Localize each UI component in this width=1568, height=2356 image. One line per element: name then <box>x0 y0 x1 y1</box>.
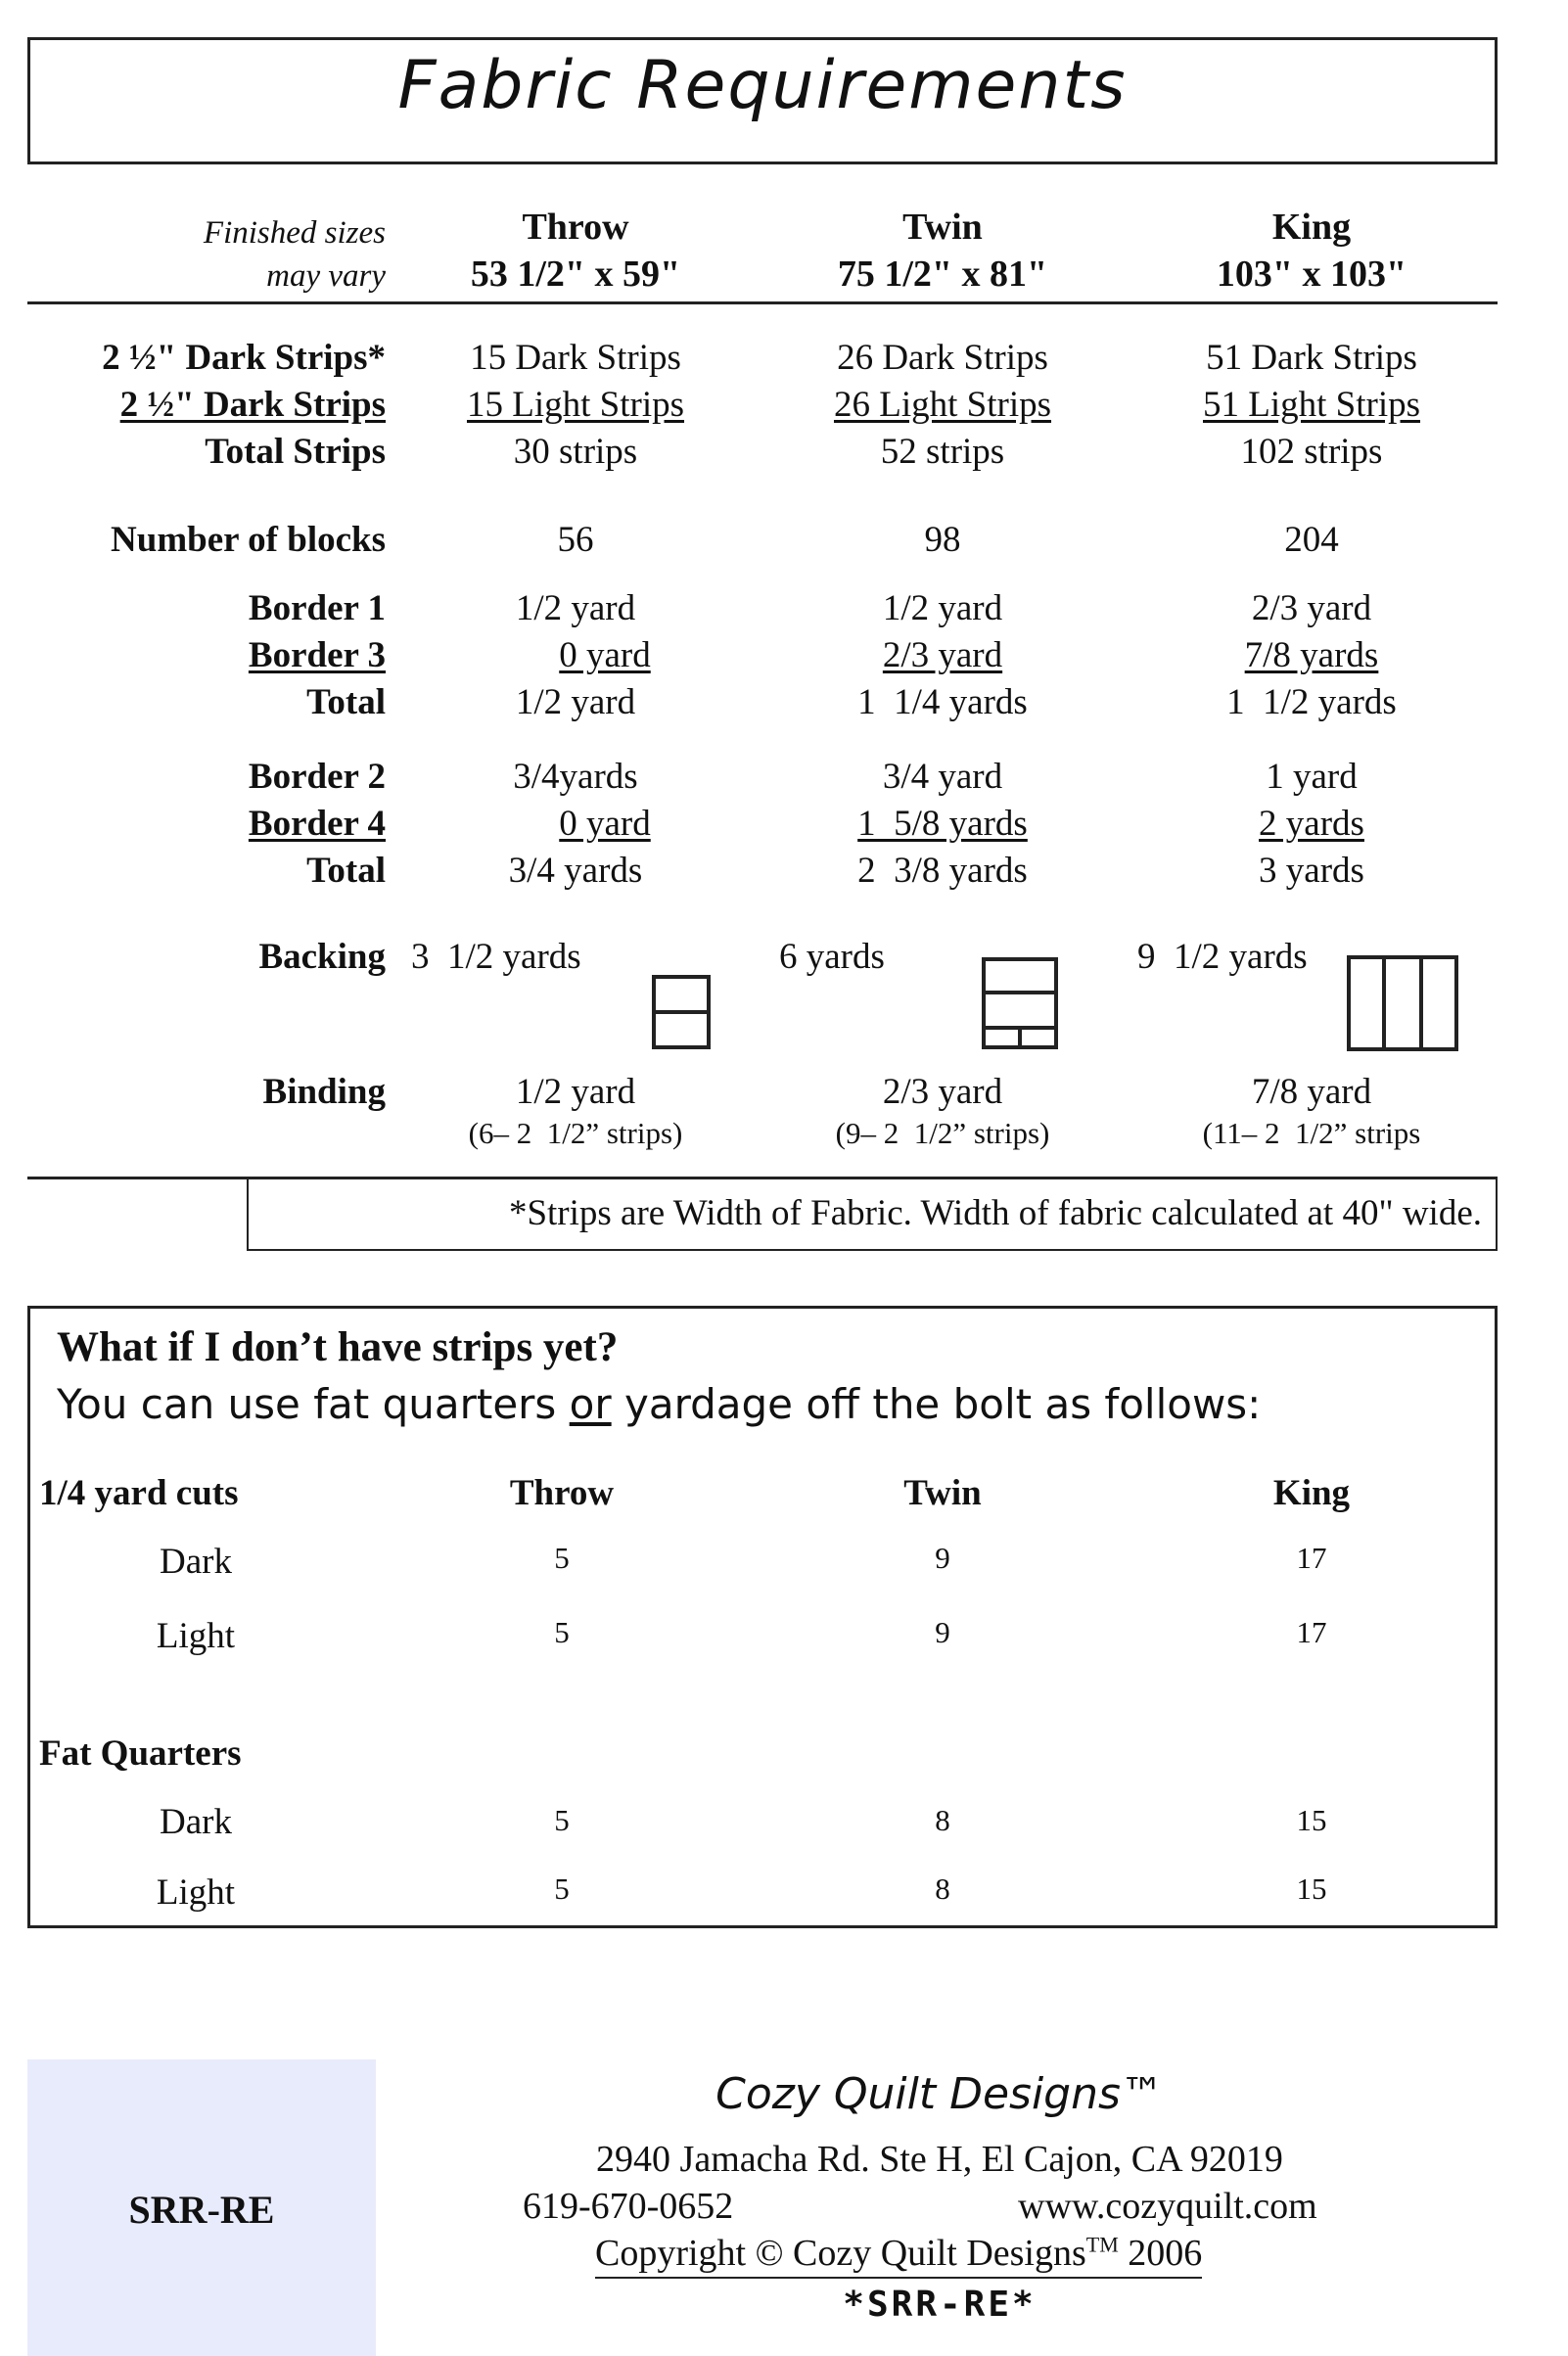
col-size-throw: 53 1/2" x 59" <box>470 254 681 295</box>
king-border1: 2/3 yard <box>1251 588 1372 628</box>
throw-binding-strips: (6– 2 1/2” strips) <box>468 1116 683 1150</box>
company-phone: 619-670-0652 <box>523 2186 734 2227</box>
quarter-dark-king: 17 <box>1296 1541 1327 1575</box>
quarter-light-throw: 5 <box>554 1615 570 1649</box>
twin-border3: 2/3 yard <box>882 635 1003 675</box>
alt-sub-before: You can use fat quarters <box>57 1380 570 1428</box>
throw-border1: 1/2 yard <box>515 588 636 628</box>
fat-dark-label: Dark <box>160 1802 232 1842</box>
backing-label: Backing <box>258 937 386 977</box>
king-binding-strips: (11– 2 1/2” strips <box>1202 1116 1421 1150</box>
king-dark-strips: 51 Dark Strips <box>1206 338 1417 378</box>
footnote-text: *Strips are Width of Fabric. Width of fabric calculated at 40" wide. <box>508 1193 1482 1233</box>
quarter-dark-throw: 5 <box>554 1541 570 1575</box>
throw-light-strips: 15 Light Strips <box>466 385 685 425</box>
company-name: Cozy Quilt Designs™ <box>715 2069 1164 2119</box>
fat-quarters-label: Fat Quarters <box>39 1733 242 1774</box>
col-header-king: King <box>1271 207 1352 248</box>
throw-dark-strips: 15 Dark Strips <box>470 338 681 378</box>
twin-border4: 1 5/8 yards <box>857 804 1028 844</box>
twin-border2: 3/4 yard <box>882 757 1003 797</box>
alt-subheading <box>57 1380 1261 1428</box>
throw-total-strips: 30 strips <box>513 432 638 472</box>
twin-backing: 6 yards <box>779 937 885 977</box>
throw-border13-total: 1/2 yard <box>515 682 636 722</box>
quarter-light-twin: 9 <box>935 1615 950 1649</box>
binding-label: Binding <box>262 1072 386 1112</box>
border2-label: Border 2 <box>248 757 386 797</box>
alt-sub-after: yardage off the bolt as follows: <box>611 1380 1262 1428</box>
twin-blocks: 98 <box>924 520 961 560</box>
fat-dark-throw: 5 <box>554 1803 570 1837</box>
copyright <box>595 2232 1202 2279</box>
quarter-dark-twin: 9 <box>935 1541 950 1575</box>
pattern-code: SRR-RE <box>128 2188 275 2232</box>
fat-light-label: Light <box>156 1872 236 1913</box>
copyright-b: 2006 <box>1118 2233 1203 2274</box>
sizes-note-1: Finished sizes <box>203 215 386 251</box>
twin-border24-total: 2 3/8 yards <box>857 851 1028 891</box>
king-blocks: 204 <box>1284 520 1339 560</box>
strips-label-2: 2 ½" Dark Strips <box>119 385 386 425</box>
fat-dark-twin: 8 <box>935 1803 950 1837</box>
copyright-a: Copyright © Cozy Quilt Designs <box>595 2233 1086 2274</box>
king-border2: 1 yard <box>1266 757 1358 797</box>
quarter-light-label: Light <box>156 1616 236 1656</box>
throw-border4: 0 yard <box>559 804 651 844</box>
king-total-strips: 102 strips <box>1240 432 1383 472</box>
border24-total-label: Total <box>306 851 386 891</box>
throw-border2: 3/4yards <box>513 757 638 797</box>
strips-label-1: 2 ½" Dark Strips* <box>102 338 386 378</box>
border1-label: Border 1 <box>248 588 386 628</box>
twin-total-strips: 52 strips <box>880 432 1005 472</box>
copyright-tm: TM <box>1085 2232 1119 2257</box>
alt-col-throw: Throw <box>509 1473 615 1513</box>
border4-label: Border 4 <box>248 804 386 844</box>
quarter-light-king: 17 <box>1296 1615 1327 1649</box>
strips-label-3: Total Strips <box>205 432 386 472</box>
col-size-king: 103" x 103" <box>1216 254 1407 295</box>
king-binding: 7/8 yard <box>1251 1072 1372 1112</box>
throw-border3: 0 yard <box>559 635 651 675</box>
twin-dark-strips: 26 Dark Strips <box>837 338 1048 378</box>
alt-heading: What if I don’t have strips yet? <box>57 1324 619 1370</box>
king-backing: 9 1/2 yards <box>1137 937 1308 977</box>
king-light-strips: 51 Light Strips <box>1202 385 1421 425</box>
fat-light-throw: 5 <box>554 1871 570 1906</box>
company-address: 2940 Jamacha Rd. Ste H, El Cajon, CA 92019 <box>596 2139 1283 2180</box>
king-border24-total: 3 yards <box>1259 851 1364 891</box>
col-size-twin: 75 1/2" x 81" <box>837 254 1048 295</box>
king-border13-total: 1 1/2 yards <box>1226 682 1397 722</box>
throw-backing-diagram-icon <box>652 975 711 1049</box>
throw-border24-total: 3/4 yards <box>508 851 643 891</box>
company-website: www.cozyquilt.com <box>1018 2186 1317 2227</box>
blocks-label: Number of blocks <box>111 520 386 560</box>
twin-backing-diagram-icon <box>982 957 1058 1049</box>
king-backing-diagram-icon <box>1347 955 1458 1051</box>
page-title: Fabric Requirements <box>397 47 1128 124</box>
col-header-twin: Twin <box>902 207 983 248</box>
quarter-dark-label: Dark <box>160 1542 232 1582</box>
pattern-code-barcode-text: *SRR-RE* <box>843 2285 1037 2325</box>
king-border3: 7/8 yards <box>1244 635 1379 675</box>
header-divider <box>27 301 1498 304</box>
twin-binding: 2/3 yard <box>882 1072 1003 1112</box>
twin-binding-strips: (9– 2 1/2” strips) <box>835 1116 1050 1150</box>
throw-blocks: 56 <box>557 520 594 560</box>
alt-col-twin: Twin <box>903 1473 982 1513</box>
fat-light-twin: 8 <box>935 1871 950 1906</box>
throw-backing: 3 1/2 yards <box>411 937 581 977</box>
twin-light-strips: 26 Light Strips <box>833 385 1052 425</box>
sizes-note-2: may vary <box>266 258 386 294</box>
border3-label: Border 3 <box>248 635 386 675</box>
king-border4: 2 yards <box>1259 804 1364 844</box>
quarter-cuts-label: 1/4 yard cuts <box>39 1473 239 1513</box>
twin-border13-total: 1 1/4 yards <box>857 682 1028 722</box>
alt-sub-or: or <box>569 1380 612 1428</box>
twin-border1: 1/2 yard <box>882 588 1003 628</box>
col-header-throw: Throw <box>522 207 629 248</box>
fat-dark-king: 15 <box>1296 1803 1327 1837</box>
throw-binding: 1/2 yard <box>515 1072 636 1112</box>
border13-total-label: Total <box>306 682 386 722</box>
alt-col-king: King <box>1272 1473 1351 1513</box>
fat-light-king: 15 <box>1296 1871 1327 1906</box>
